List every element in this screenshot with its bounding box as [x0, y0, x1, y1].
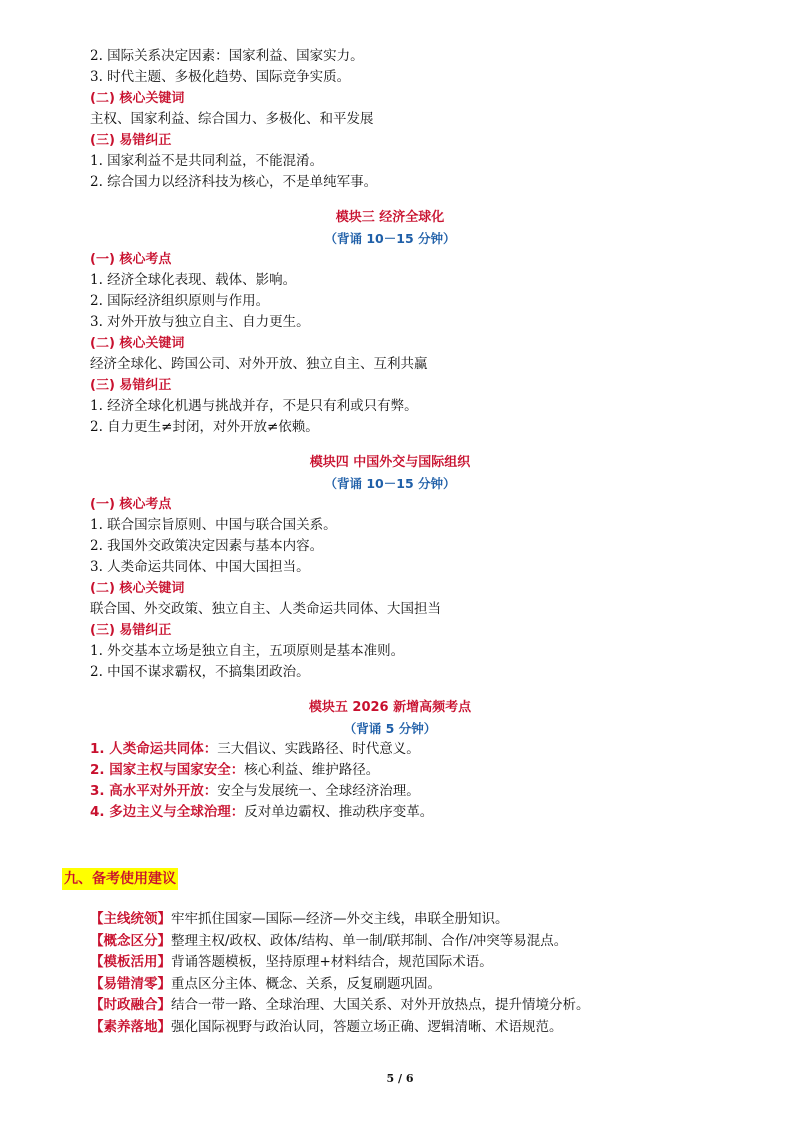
- section-heading: (一) 核心考点: [90, 252, 172, 267]
- advice-text: 强化国际视野与政治认同，答题立场正确、逻辑清晰、术语规范。: [171, 1018, 563, 1035]
- hotspot-item: [90, 739, 730, 760]
- advice-text: 背诵答题模板，坚持原理+材料结合，规范国际术语。: [171, 954, 493, 970]
- text-line: 2. 国际经济组织原则与作用。: [90, 293, 270, 309]
- text-line: 2. 综合国力以经济科技为核心，不是单纯军事。: [90, 174, 378, 190]
- hotspot-item: [90, 781, 730, 802]
- advice-item: [90, 995, 730, 1017]
- text-line: 1. 经济全球化机遇与挑战并存，不是只有利或只有弊。: [90, 398, 418, 414]
- hotspot-key: 2. 国家主权与国家安全：: [90, 762, 245, 778]
- module-subtitle: （背诵 5 分钟）: [343, 721, 437, 736]
- text-line: 3. 人类命运共同体、中国大国担当。: [90, 559, 310, 575]
- hotspot-item: [90, 760, 730, 781]
- page-number: 5 / 6: [386, 1072, 414, 1085]
- advice-item: [90, 909, 730, 931]
- section-heading: (二) 核心关键词: [90, 91, 185, 106]
- keywords-line: 联合国、外交政策、独立自主、人类命运共同体、大国担当: [90, 601, 441, 617]
- hotspot-text: 核心利益、维护路径。: [244, 762, 380, 778]
- text-line: 2. 自力更生≠封闭，对外开放≠依赖。: [90, 419, 319, 435]
- advice-item: [90, 1017, 730, 1039]
- text-line: 2. 我国外交政策决定因素与基本内容。: [90, 538, 324, 554]
- text-line: 1. 联合国宗旨原则、中国与联合国关系。: [90, 517, 337, 533]
- hotspot-text: 三大倡议、实践路径、时代意义。: [217, 741, 420, 757]
- module-title: 模块三 经济全球化: [335, 210, 445, 225]
- section-heading: (一) 核心考点: [90, 497, 172, 512]
- advice-tag: 【易错清零】: [90, 975, 171, 992]
- main-content: [90, 46, 730, 823]
- text-line: 3. 时代主题、多极化趋势、国际竞争实质。: [90, 69, 351, 85]
- section-heading: (二) 核心关键词: [90, 581, 185, 596]
- text-line: 3. 对外开放与独立自主、自力更生。: [90, 314, 310, 330]
- keywords-line: 经济全球化、跨国公司、对外开放、独立自主、互利共赢: [90, 356, 428, 372]
- hotspot-key: 1. 人类命运共同体：: [90, 741, 218, 757]
- advice-tag: 【主线统领】: [90, 911, 171, 927]
- text-line: 1. 外交基本立场是独立自主，五项原则是基本准则。: [90, 643, 405, 659]
- advice-text: 重点区分主体、概念、关系，反复刷题巩固。: [171, 975, 441, 992]
- section-heading: (三) 易错纠正: [90, 378, 172, 393]
- hotspot-text: 安全与发展统一、全球经济治理。: [217, 783, 420, 799]
- hotspot-key: 3. 高水平对外开放：: [90, 783, 218, 799]
- text-line: 2. 中国不谋求霸权，不搞集团政治。: [90, 664, 310, 680]
- hotspot-key: 4. 多边主义与全球治理：: [90, 804, 245, 820]
- advice-item: [90, 931, 730, 953]
- advice-text: 整理主权/政权、政体/结构、单一制/联邦制、合作/冲突等易混点。: [171, 932, 568, 949]
- section-heading: (三) 易错纠正: [90, 133, 172, 148]
- hotspot-item: [90, 802, 730, 823]
- text-line: 1. 经济全球化表现、载体、影响。: [90, 272, 297, 288]
- advice-heading: 九、备考使用建议: [62, 868, 178, 890]
- section-heading: (二) 核心关键词: [90, 336, 185, 351]
- text-line: 1. 国家利益不是共同利益，不能混淆。: [90, 153, 324, 169]
- advice-tag: 【模板活用】: [90, 954, 171, 970]
- keywords-line: 主权、国家利益、综合国力、多极化、和平发展: [90, 111, 374, 127]
- advice-item: [90, 974, 730, 996]
- module-title: 模块四 中国外交与国际组织: [309, 455, 471, 470]
- advice-tag: 【素养落地】: [90, 1018, 171, 1035]
- advice-item: [90, 952, 730, 974]
- hotspot-text: 反对单边霸权、推动秩序变革。: [244, 804, 434, 820]
- advice-tag: 【时政融合】: [90, 997, 171, 1013]
- advice-tag: 【概念区分】: [90, 932, 171, 949]
- module-subtitle: （背诵 10－15 分钟）: [324, 231, 456, 246]
- advice-text: 结合一带一路、全球治理、大国关系、对外开放热点，提升情境分析。: [171, 997, 590, 1013]
- module-subtitle: （背诵 10－15 分钟）: [324, 476, 456, 491]
- text-line: 2. 国际关系决定因素：国家利益、国家实力。: [90, 48, 364, 64]
- advice-text: 牢牢抓住国家—国际—经济—外交主线，串联全册知识。: [171, 911, 509, 927]
- module-title: 模块五 2026 新增高频考点: [308, 700, 472, 715]
- advice-list: [90, 909, 730, 1038]
- section-heading: (三) 易错纠正: [90, 623, 172, 638]
